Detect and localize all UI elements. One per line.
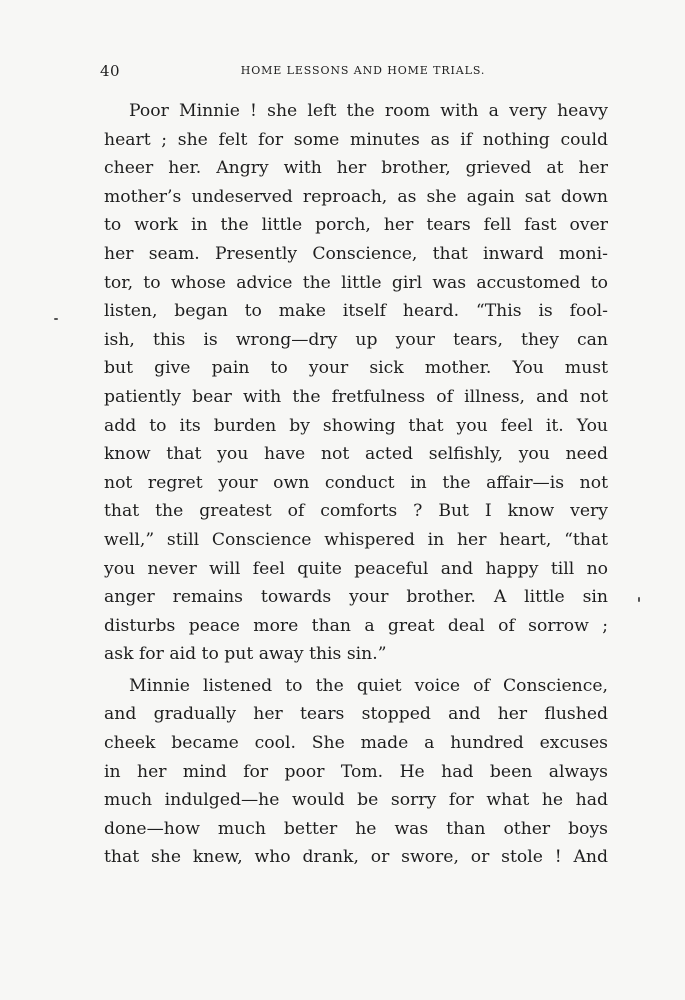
text-line: you never will feel quite peaceful and happy till no <box>104 558 608 579</box>
text-line: ish, this is wrong—dry up your tears, they can <box>104 329 608 350</box>
print-speck <box>54 318 58 320</box>
text-line: cheek became cool. She made a hundred excuses <box>104 733 608 754</box>
text-line: cheer her. Angry with her brother, grieved at her <box>104 158 608 179</box>
text-line: to work in the little porch, her tears fell fast over <box>104 215 608 236</box>
running-head: HOME LESSONS AND HOME TRIALS. <box>240 64 486 77</box>
text-line: in her mind for poor Tom. He had been always <box>104 761 608 782</box>
text-line: mother’s undeserved reproach, as she again sat down <box>104 186 608 207</box>
text-line: Minnie listened to the quiet voice of Conscience, <box>129 675 608 696</box>
text-line: that she knew, who drank, or swore, or stole ! And <box>104 847 608 868</box>
text-line: ask for aid to put away this sin.” <box>104 644 387 665</box>
text-line: done—how much better he was than other boys <box>104 818 608 839</box>
text-line: listen, began to make itself heard. “This is fool- <box>104 301 608 322</box>
page-number: 40 <box>100 62 121 80</box>
text-line: patiently bear with the fretfulness of illness, and not <box>104 386 608 407</box>
text-line: her seam. Presently Conscience, that inward moni- <box>104 243 608 264</box>
paragraph-1 <box>104 97 608 669</box>
text-line: add to its burden by showing that you feel it. You <box>104 415 608 436</box>
text-line: not regret your own conduct in the affair—is not <box>104 472 608 493</box>
text-line: tor, to whose advice the little girl was accustomed to <box>104 272 608 293</box>
text-line: that the greatest of comforts ? But I know very <box>104 501 608 522</box>
text-line: much indulged—he would be sorry for what he had <box>104 790 608 811</box>
body-text <box>104 97 608 872</box>
text-line: heart ; she felt for some minutes as if nothing could <box>104 129 608 150</box>
text-line: Poor Minnie ! she left the room with a very heavy <box>129 101 608 121</box>
print-speck <box>638 597 640 602</box>
text-line: know that you have not acted selfishly, you need <box>104 444 608 465</box>
text-line: but give pain to your sick mother. You must <box>104 358 608 379</box>
paragraph-2 <box>104 672 608 872</box>
text-line: and gradually her tears stopped and her flushed <box>104 704 608 725</box>
text-line: well,” still Conscience whispered in her heart, “that <box>104 529 608 550</box>
page-header <box>100 62 606 82</box>
text-line: disturbs peace more than a great deal of sorrow ; <box>104 615 608 636</box>
text-line: anger remains towards your brother. A little sin <box>104 587 608 608</box>
